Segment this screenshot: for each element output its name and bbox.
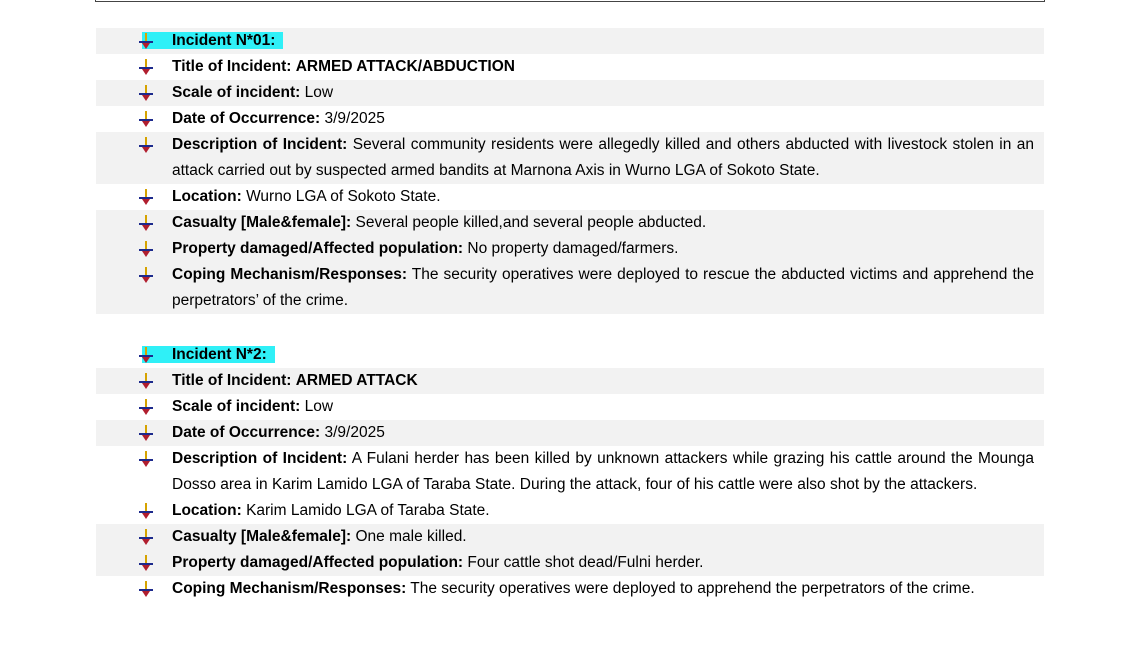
- incident-header-row: [96, 342, 1044, 368]
- field-label: Scale of incident:: [172, 398, 301, 415]
- field-label: Date of Occurrence:: [172, 424, 321, 441]
- field-label: Location:: [172, 502, 242, 519]
- incident-property-row: [96, 550, 1044, 576]
- field-value: The security operatives were deployed to rescue the abducted victims and apprehend the perpetrators’ of the crime.: [172, 266, 1035, 309]
- bullet-arrow-icon: [139, 373, 153, 389]
- incident-description-row: [96, 132, 1044, 184]
- incident-header-row: [96, 28, 1044, 54]
- field-label: Property damaged/Affected population:: [172, 240, 464, 257]
- bullet-arrow-icon: [139, 399, 153, 415]
- incident-location-row: [96, 498, 1044, 524]
- field-value: One male killed.: [355, 528, 467, 545]
- field-label: Property damaged/Affected population:: [172, 554, 464, 571]
- bullet-arrow-icon: [139, 451, 153, 467]
- incident-report: [96, 28, 1044, 602]
- field-label: Location:: [172, 188, 242, 205]
- field-value: ARMED ATTACK/ABDUCTION: [295, 58, 515, 75]
- field-value: 3/9/2025: [324, 424, 385, 441]
- incident-scale-row: [96, 394, 1044, 420]
- field-label: Coping Mechanism/Responses:: [172, 266, 407, 283]
- field-label: Scale of incident:: [172, 84, 301, 101]
- field-label: Description of Incident:: [172, 136, 348, 153]
- incident-property-row: [96, 236, 1044, 262]
- incident-location-row: [96, 184, 1044, 210]
- field-value: Low: [304, 398, 334, 415]
- bullet-arrow-icon: [139, 581, 153, 597]
- page-frame: [95, 0, 1045, 2]
- bullet-arrow-icon: [139, 33, 153, 49]
- incident-casualty-row: [96, 524, 1044, 550]
- bullet-arrow-icon: [139, 137, 153, 153]
- field-label: Casualty [Male&female]:: [172, 528, 352, 545]
- incident-coping-row: [96, 262, 1044, 314]
- bullet-arrow-icon: [139, 111, 153, 127]
- field-label: Coping Mechanism/Responses:: [172, 580, 407, 597]
- bullet-arrow-icon: [139, 425, 153, 441]
- field-value: No property damaged/farmers.: [467, 240, 679, 257]
- incident-scale-row: [96, 80, 1044, 106]
- bullet-arrow-icon: [139, 503, 153, 519]
- bullet-arrow-icon: [139, 189, 153, 205]
- bullet-arrow-icon: [139, 555, 153, 571]
- incident-header: Incident N*2:: [142, 346, 275, 363]
- incident-header: Incident N*01:: [142, 32, 283, 49]
- field-value: Four cattle shot dead/Fulni herder.: [467, 554, 704, 571]
- incident-date-row: [96, 420, 1044, 446]
- bullet-arrow-icon: [139, 59, 153, 75]
- field-label: Casualty [Male&female]:: [172, 214, 352, 231]
- field-value: Several community residents were allegedly killed and others abducted with livestock stolen in an attack carried out by suspected armed bandits at Marnona Axis in Wurno LGA of Sokoto State.: [172, 136, 1034, 179]
- field-value: Karim Lamido LGA of Taraba State.: [246, 502, 490, 519]
- field-label: Description of Incident:: [172, 450, 348, 467]
- bullet-arrow-icon: [139, 267, 153, 283]
- field-value: A Fulani herder has been killed by unknown attackers while grazing his cattle around the Mounga Dosso area in Karim Lamido LGA of Taraba State. During the attack, four of his cattle were also shot by the attackers.: [172, 450, 1034, 493]
- bullet-arrow-icon: [139, 215, 153, 231]
- field-value: ARMED ATTACK: [295, 372, 418, 389]
- incident-title-row: [96, 54, 1044, 80]
- field-value: Low: [304, 84, 334, 101]
- incident-description-row: [96, 446, 1044, 498]
- bullet-arrow-icon: [139, 85, 153, 101]
- field-value: Several people killed,and several people abducted.: [355, 214, 707, 231]
- section-spacer: [96, 314, 1044, 342]
- field-label: Title of Incident:: [172, 372, 292, 389]
- field-label: Date of Occurrence:: [172, 110, 321, 127]
- bullet-arrow-icon: [139, 241, 153, 257]
- incident-coping-row: [96, 576, 1044, 602]
- incident-title-row: [96, 368, 1044, 394]
- bullet-arrow-icon: [139, 347, 153, 363]
- field-value: Wurno LGA of Sokoto State.: [246, 188, 441, 205]
- field-label: Title of Incident:: [172, 58, 292, 75]
- field-value: The security operatives were deployed to apprehend the perpetrators of the crime.: [410, 580, 975, 597]
- incident-date-row: [96, 106, 1044, 132]
- incident-casualty-row: [96, 210, 1044, 236]
- field-value: 3/9/2025: [324, 110, 385, 127]
- bullet-arrow-icon: [139, 529, 153, 545]
